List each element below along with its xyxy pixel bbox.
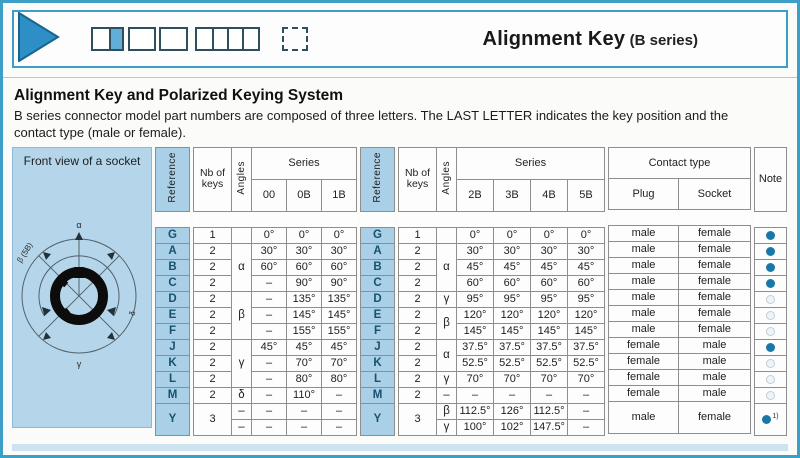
value-cell: – xyxy=(494,387,531,403)
value-cell: 145° xyxy=(322,307,357,323)
front-view-panel xyxy=(12,147,152,428)
value-cell: 3 xyxy=(399,403,437,435)
reference-cell: C xyxy=(361,275,395,291)
series-header: Series xyxy=(457,147,605,179)
value-cell: 80° xyxy=(287,371,322,387)
angle-group-cell: α xyxy=(437,243,457,291)
reference-cell: E xyxy=(361,307,395,323)
value-cell: 2 xyxy=(194,275,232,291)
value-cell: 2 xyxy=(194,339,232,355)
diagram-label-gamma: γ xyxy=(76,358,82,369)
value-cell: 155° xyxy=(322,323,357,339)
value-cell: 2 xyxy=(194,387,232,403)
value-cell: 0° xyxy=(457,227,494,243)
value-cell: 126° xyxy=(494,403,531,419)
value-cell: 2 xyxy=(194,371,232,387)
series-table-right xyxy=(398,147,605,436)
diagram-label-beta: β (5B) xyxy=(15,240,35,265)
value-cell: 0° xyxy=(531,227,568,243)
reference-cell: J xyxy=(156,339,190,355)
note-filled-dot-icon xyxy=(766,247,775,256)
note-cell xyxy=(755,307,787,323)
note-cell xyxy=(755,275,787,291)
angle-group-cell: – xyxy=(232,403,252,419)
value-cell: 70° xyxy=(322,355,357,371)
key-box-filled xyxy=(109,27,124,51)
contact-cell: male xyxy=(609,241,679,257)
series-col-2B: 2B xyxy=(457,179,494,211)
value-cell: 80° xyxy=(322,371,357,387)
value-cell: 2 xyxy=(399,323,437,339)
value-cell: 135° xyxy=(287,291,322,307)
divider xyxy=(3,77,797,78)
series-col-0B: 0B xyxy=(287,179,322,211)
value-cell: 60° xyxy=(568,275,605,291)
keying-table-zone xyxy=(12,147,788,436)
value-cell: 2 xyxy=(399,259,437,275)
value-cell: 2 xyxy=(194,243,232,259)
note-column xyxy=(754,147,787,436)
value-cell: 70° xyxy=(287,355,322,371)
intro-paragraph: B series connector model part numbers are composed of three letters. The LAST LETTER indicates the key position and the contact type (male or female). xyxy=(14,108,729,140)
value-cell xyxy=(437,227,457,243)
value-cell: 37.5° xyxy=(568,339,605,355)
value-cell: 0° xyxy=(287,227,322,243)
value-cell: 37.5° xyxy=(457,339,494,355)
series-table-left xyxy=(193,147,357,436)
reference-header: Reference xyxy=(361,147,395,211)
contact-cell: male xyxy=(679,337,751,353)
contact-cell: male xyxy=(609,257,679,273)
reference-cell: C xyxy=(156,275,190,291)
value-cell: 70° xyxy=(457,371,494,387)
angles-header: Angles xyxy=(437,147,457,211)
reference-cell: D xyxy=(361,291,395,307)
value-cell: 90° xyxy=(322,275,357,291)
note-open-circle-icon xyxy=(766,311,775,320)
angle-group-cell: γ xyxy=(437,291,457,307)
reference-cell: L xyxy=(156,371,190,387)
series-header: Series xyxy=(252,147,357,179)
reference-cell: F xyxy=(156,323,190,339)
angle-group-cell: γ xyxy=(232,339,252,387)
value-cell: 1 xyxy=(399,227,437,243)
plug-header: Plug xyxy=(609,178,679,209)
value-cell: 145° xyxy=(494,323,531,339)
note-open-circle-icon xyxy=(766,375,775,384)
value-cell: 60° xyxy=(531,275,568,291)
contact-cell: male xyxy=(609,305,679,321)
key-box-outline xyxy=(128,27,156,51)
value-cell: 2 xyxy=(399,275,437,291)
value-cell: 52.5° xyxy=(531,355,568,371)
reference-cell: Y xyxy=(361,403,395,435)
note-cell xyxy=(755,291,787,307)
value-cell: 120° xyxy=(494,307,531,323)
note-open-circle-icon xyxy=(766,359,775,368)
page-title xyxy=(483,28,698,51)
value-cell: – xyxy=(568,387,605,403)
value-cell: 37.5° xyxy=(494,339,531,355)
note-filled-dot-icon xyxy=(762,415,771,424)
angle-group-cell: β xyxy=(437,403,457,419)
front-view-label: Front view of a socket xyxy=(23,153,141,168)
reference-header: Reference xyxy=(156,147,190,211)
series-col-00: 00 xyxy=(252,179,287,211)
reference-cell: G xyxy=(361,227,395,243)
value-cell: – xyxy=(252,371,287,387)
nb-of-keys-header: Nb of keys xyxy=(399,147,437,211)
reference-cell: M xyxy=(156,387,190,403)
value-cell: 60° xyxy=(252,259,287,275)
value-cell: 120° xyxy=(457,307,494,323)
reference-cell: G xyxy=(156,227,190,243)
value-cell: – xyxy=(457,387,494,403)
diagram-label-delta: δ xyxy=(127,309,138,317)
angle-group-cell: β xyxy=(232,291,252,339)
value-cell: 52.5° xyxy=(494,355,531,371)
value-cell: 60° xyxy=(287,259,322,275)
reference-cell: K xyxy=(361,355,395,371)
value-cell: 30° xyxy=(322,243,357,259)
reference-cell: B xyxy=(156,259,190,275)
value-cell: 3 xyxy=(194,403,232,435)
value-cell: 45° xyxy=(322,339,357,355)
reference-cell: F xyxy=(361,323,395,339)
diagram-label-alpha: α xyxy=(76,219,82,230)
series-col-3B: 3B xyxy=(494,179,531,211)
value-cell: – xyxy=(322,387,357,403)
contact-type-table xyxy=(608,147,751,434)
value-cell: 2 xyxy=(194,323,232,339)
value-cell: 2 xyxy=(399,243,437,259)
value-cell: 60° xyxy=(322,259,357,275)
reference-cell: A xyxy=(156,243,190,259)
note-header: Note xyxy=(755,147,787,211)
contact-cell: male xyxy=(609,401,679,433)
value-cell: 52.5° xyxy=(457,355,494,371)
angle-group-cell: δ xyxy=(232,387,252,403)
value-cell: 37.5° xyxy=(531,339,568,355)
value-cell: – xyxy=(252,387,287,403)
section-heading: Alignment Key and Polarized Keying System xyxy=(14,87,344,104)
bottom-band xyxy=(12,444,788,451)
title-main: Alignment Key xyxy=(482,27,626,50)
angle-group-cell: γ xyxy=(437,419,457,435)
socket-diagram xyxy=(13,168,151,418)
contact-cell: female xyxy=(609,385,679,401)
reference-cell: M xyxy=(361,387,395,403)
value-cell: 30° xyxy=(531,243,568,259)
value-cell: 145° xyxy=(531,323,568,339)
value-cell: 45° xyxy=(287,339,322,355)
value-cell: 30° xyxy=(457,243,494,259)
value-cell: 120° xyxy=(531,307,568,323)
value-cell: – xyxy=(252,307,287,323)
reference-cell: E xyxy=(156,307,190,323)
value-cell: 2 xyxy=(194,291,232,307)
key-box-outline xyxy=(91,27,111,51)
note-filled-dot-icon xyxy=(766,231,775,240)
value-cell: 30° xyxy=(568,243,605,259)
contact-cell: female xyxy=(679,401,751,433)
value-cell: – xyxy=(568,419,605,435)
reference-cell: J xyxy=(361,339,395,355)
reference-cell: Y xyxy=(156,403,190,435)
angle-group-cell: α xyxy=(232,243,252,291)
key-position-boxes xyxy=(91,27,308,51)
value-cell: 135° xyxy=(322,291,357,307)
contact-cell: male xyxy=(609,321,679,337)
angle-group-cell: – xyxy=(437,387,457,403)
reference-column-left xyxy=(155,147,190,436)
value-cell: – xyxy=(252,291,287,307)
value-cell: 90° xyxy=(287,275,322,291)
note-filled-dot-icon xyxy=(766,343,775,352)
value-cell xyxy=(232,227,252,243)
value-cell: 102° xyxy=(494,419,531,435)
reference-cell: L xyxy=(361,371,395,387)
series-col-1B: 1B xyxy=(322,179,357,211)
value-cell: 30° xyxy=(252,243,287,259)
value-cell: – xyxy=(252,355,287,371)
value-cell: 120° xyxy=(568,307,605,323)
note-open-circle-icon xyxy=(766,327,775,336)
reference-cell: B xyxy=(361,259,395,275)
contact-cell: male xyxy=(609,273,679,289)
note-cell xyxy=(755,227,787,243)
note-filled-dot-icon xyxy=(766,279,775,288)
header-bar xyxy=(12,10,788,68)
value-cell: 70° xyxy=(494,371,531,387)
contact-cell: male xyxy=(679,353,751,369)
contact-cell: female xyxy=(609,353,679,369)
value-cell: 95° xyxy=(457,291,494,307)
angle-group-cell: – xyxy=(232,419,252,435)
note-cell xyxy=(755,371,787,387)
value-cell: 0° xyxy=(568,227,605,243)
value-cell: 45° xyxy=(494,259,531,275)
value-cell: – xyxy=(287,419,322,435)
note-cell xyxy=(755,339,787,355)
contact-cell: male xyxy=(679,369,751,385)
reference-cell: D xyxy=(156,291,190,307)
note-cell xyxy=(755,243,787,259)
value-cell: 45° xyxy=(457,259,494,275)
value-cell: 2 xyxy=(194,259,232,275)
value-cell: 70° xyxy=(568,371,605,387)
contact-cell: female xyxy=(679,257,751,273)
series-col-4B: 4B xyxy=(531,179,568,211)
value-cell: – xyxy=(568,403,605,419)
blue-arrow-icon xyxy=(17,12,61,67)
value-cell: 45° xyxy=(252,339,287,355)
value-cell: 60° xyxy=(457,275,494,291)
contact-cell: female xyxy=(609,337,679,353)
value-cell: 2 xyxy=(399,387,437,403)
note-open-circle-icon xyxy=(766,295,775,304)
angle-group-cell: γ xyxy=(437,371,457,387)
value-cell: 45° xyxy=(531,259,568,275)
contact-cell: female xyxy=(679,289,751,305)
angles-header: Angles xyxy=(232,147,252,211)
value-cell: 110° xyxy=(287,387,322,403)
value-cell: 145° xyxy=(568,323,605,339)
value-cell: 100° xyxy=(457,419,494,435)
title-sub: (B series) xyxy=(629,31,698,49)
value-cell: 145° xyxy=(457,323,494,339)
key-box-dashed xyxy=(282,27,308,51)
value-cell: 2 xyxy=(399,371,437,387)
value-cell: 2 xyxy=(399,307,437,323)
note-cell xyxy=(755,355,787,371)
value-cell: 30° xyxy=(287,243,322,259)
contact-cell: female xyxy=(679,225,751,241)
key-box-outline xyxy=(242,27,260,51)
contact-cell: female xyxy=(609,369,679,385)
reference-cell: K xyxy=(156,355,190,371)
value-cell: 70° xyxy=(531,371,568,387)
note-cell xyxy=(755,323,787,339)
value-cell: 45° xyxy=(568,259,605,275)
contact-cell: male xyxy=(609,289,679,305)
contact-type-header: Contact type xyxy=(609,147,751,178)
value-cell: 52.5° xyxy=(568,355,605,371)
value-cell: – xyxy=(322,419,357,435)
value-cell: 147.5° xyxy=(531,419,568,435)
value-cell: – xyxy=(252,419,287,435)
value-cell: 2 xyxy=(399,291,437,307)
note-filled-dot-icon xyxy=(766,263,775,272)
value-cell: – xyxy=(252,323,287,339)
value-cell: 2 xyxy=(399,355,437,371)
reference-column-right xyxy=(360,147,395,436)
value-cell: 2 xyxy=(194,307,232,323)
value-cell: 95° xyxy=(494,291,531,307)
value-cell: 95° xyxy=(531,291,568,307)
note-cell xyxy=(755,387,787,403)
nb-of-keys-header: Nb of keys xyxy=(194,147,232,211)
value-cell: 0° xyxy=(494,227,531,243)
value-cell: 0° xyxy=(252,227,287,243)
value-cell: – xyxy=(287,403,322,419)
series-col-5B: 5B xyxy=(568,179,605,211)
reference-cell: A xyxy=(361,243,395,259)
value-cell: – xyxy=(322,403,357,419)
value-cell: – xyxy=(252,403,287,419)
value-cell: 112.5° xyxy=(531,403,568,419)
socket-header: Socket xyxy=(679,178,751,209)
value-cell: 0° xyxy=(322,227,357,243)
value-cell: 30° xyxy=(494,243,531,259)
contact-cell: female xyxy=(679,321,751,337)
contact-cell: female xyxy=(679,273,751,289)
contact-cell: female xyxy=(679,305,751,321)
value-cell: 155° xyxy=(287,323,322,339)
value-cell: 112.5° xyxy=(457,403,494,419)
contact-cell: female xyxy=(679,241,751,257)
note-open-circle-icon xyxy=(766,391,775,400)
value-cell: 95° xyxy=(568,291,605,307)
value-cell: – xyxy=(531,387,568,403)
note-cell xyxy=(755,259,787,275)
value-cell: – xyxy=(252,275,287,291)
angle-group-cell: β xyxy=(437,307,457,339)
value-cell: 1 xyxy=(194,227,232,243)
contact-cell: male xyxy=(609,225,679,241)
note-cell: 1) xyxy=(755,403,787,435)
value-cell: 2 xyxy=(399,339,437,355)
angle-group-cell: α xyxy=(437,339,457,371)
key-box-outline xyxy=(159,27,188,51)
value-cell: 60° xyxy=(494,275,531,291)
value-cell: 145° xyxy=(287,307,322,323)
contact-cell: male xyxy=(679,385,751,401)
value-cell: 2 xyxy=(194,355,232,371)
